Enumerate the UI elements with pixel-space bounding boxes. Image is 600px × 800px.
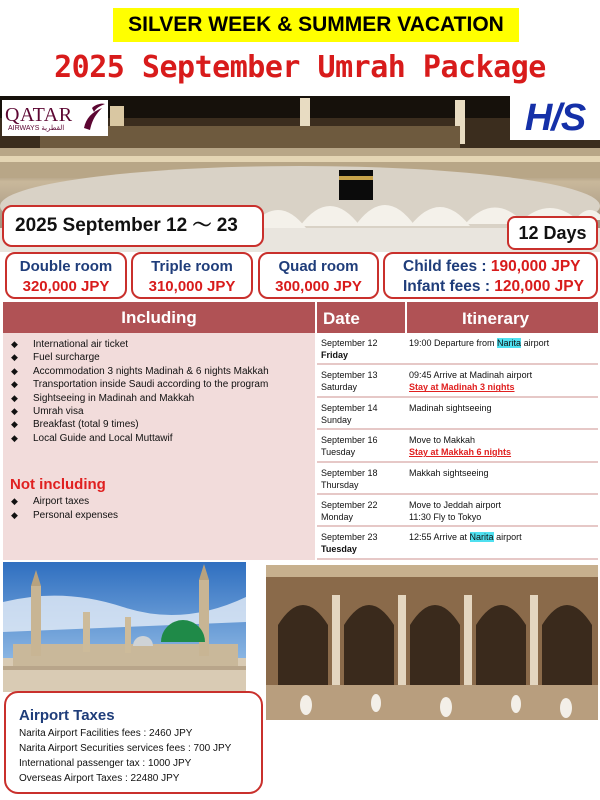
event-text-suffix: airport xyxy=(521,338,550,348)
itinerary-date xyxy=(321,467,378,491)
included-item xyxy=(11,365,315,378)
event-line xyxy=(409,337,549,349)
madinah-mosque-illustration xyxy=(3,562,246,692)
itinerary-row xyxy=(317,365,598,397)
mosque-interior-illustration xyxy=(266,565,598,720)
event-line xyxy=(409,531,522,543)
diamond-bullet-icon: ◆ xyxy=(11,406,18,417)
trip-dates: 2025 September 12 ～ 23 xyxy=(2,205,264,247)
tax-line: Narita Airport Facilities fees : 2460 JPY xyxy=(19,728,193,739)
included-item-text: International air ticket xyxy=(33,339,129,350)
date-text: September 16 xyxy=(321,435,378,446)
itinerary-events xyxy=(409,337,549,349)
diamond-bullet-icon: ◆ xyxy=(11,419,18,430)
not-including-heading: Not including xyxy=(10,476,106,494)
airport-highlight: Narita xyxy=(497,338,522,348)
room-card-quad xyxy=(258,252,379,299)
diamond-bullet-icon: ◆ xyxy=(11,339,18,349)
event-line xyxy=(409,499,501,511)
included-item-text: Fuel surcharge xyxy=(33,352,100,364)
event-text: Makkah sightseeing xyxy=(409,467,489,478)
included-item-text: Local Guide and Local Muttawif xyxy=(33,432,173,444)
airport-taxes-heading: Airport Taxes xyxy=(19,707,115,724)
room-card-triple xyxy=(131,252,253,299)
itinerary-date xyxy=(321,337,378,361)
airport-taxes-box xyxy=(4,691,263,794)
itinerary-date xyxy=(321,499,378,523)
itinerary-events xyxy=(409,467,489,479)
itinerary-row xyxy=(317,463,598,495)
event-line xyxy=(409,381,532,393)
child-fee-label: Child fees : xyxy=(403,258,491,275)
diamond-bullet-icon: ◆ xyxy=(11,365,18,376)
event-line xyxy=(409,434,511,446)
photo-prophets-mosque xyxy=(3,562,246,692)
oryx-icon xyxy=(80,102,106,132)
event-text: 09:45 Arrive at Madinah airport xyxy=(409,370,533,381)
not-including-list xyxy=(11,495,315,522)
itinerary-events xyxy=(409,434,511,458)
header-divider xyxy=(405,302,407,333)
event-text: Move to Jeddah airport xyxy=(409,499,502,510)
itinerary-date xyxy=(321,531,378,555)
itinerary-row xyxy=(317,430,598,462)
stay-note: Stay at Makkah 6 nights xyxy=(409,447,512,458)
room-name: Triple room xyxy=(151,258,233,275)
diamond-bullet-icon: ◆ xyxy=(11,509,18,520)
room-price: 320,000 JPY xyxy=(22,278,110,295)
date-column-heading: Date xyxy=(323,309,360,328)
including-list xyxy=(11,338,315,445)
event-text-suffix: airport xyxy=(493,532,522,543)
included-item xyxy=(11,418,315,431)
top-banner: SILVER WEEK & SUMMER VACATION xyxy=(113,8,519,42)
event-line xyxy=(409,446,511,458)
included-item-text: Umrah visa xyxy=(33,406,84,418)
diamond-bullet-icon: ◆ xyxy=(11,496,18,507)
included-item-text: Breakfast (total 9 times) xyxy=(33,419,139,431)
included-item xyxy=(11,351,315,364)
included-item xyxy=(11,338,315,351)
diamond-bullet-icon: ◆ xyxy=(11,379,18,390)
trip-duration: 12 Days xyxy=(507,216,598,250)
itinerary-row xyxy=(317,398,598,430)
excluded-item-text: Airport taxes xyxy=(33,496,90,508)
qatar-logo-wordmark: QATAR xyxy=(5,104,73,126)
weekday-text: Tuesday xyxy=(321,447,356,458)
page-title: 2025 September Umrah Package xyxy=(54,50,546,85)
included-item-text: Sightseeing in Madinah and Makkah xyxy=(33,392,195,404)
weekday-text: Saturday xyxy=(321,382,358,393)
diamond-bullet-icon: ◆ xyxy=(11,392,18,403)
diamond-bullet-icon: ◆ xyxy=(11,432,18,443)
airport-highlight: Narita xyxy=(469,532,494,543)
included-item xyxy=(11,432,315,445)
room-card-double xyxy=(5,252,127,299)
including-panel xyxy=(3,302,315,560)
date-text: September 12 xyxy=(321,338,378,348)
included-item xyxy=(11,405,315,418)
tax-line: Overseas Airport Taxes : 22480 JPY xyxy=(19,773,180,784)
itinerary-rows xyxy=(317,333,598,560)
qatar-logo-subtitle: AIRWAYS القطرية xyxy=(8,125,65,132)
event-text: 19:00 Departure from xyxy=(409,338,498,348)
weekday-text: Sunday xyxy=(321,414,352,425)
date-text: September 22 xyxy=(321,499,378,510)
itinerary-table xyxy=(317,302,598,560)
room-price: 300,000 JPY xyxy=(275,278,362,295)
tax-line: Narita Airport Securities services fees : 700 JPY xyxy=(19,743,232,754)
child-infant-fees xyxy=(383,252,598,299)
diamond-bullet-icon: ◆ xyxy=(11,352,18,363)
itinerary-events xyxy=(409,531,522,543)
event-line xyxy=(409,369,532,381)
stay-note: Stay at Madinah 3 nights xyxy=(409,382,515,393)
itinerary-header xyxy=(317,302,598,333)
itinerary-events xyxy=(409,402,492,414)
event-line xyxy=(409,511,501,523)
weekday-text: Monday xyxy=(321,511,354,522)
room-price: 310,000 JPY xyxy=(148,278,236,295)
room-name: Quad room xyxy=(278,258,359,275)
itinerary-column-heading: Itinerary xyxy=(462,309,530,328)
excluded-item-text: Personal expenses xyxy=(33,509,119,521)
event-text: 11:30 Fly to Tokyo xyxy=(409,511,482,522)
itinerary-date xyxy=(321,369,378,393)
excluded-item xyxy=(11,509,315,522)
room-name: Double room xyxy=(19,258,113,275)
date-text: September 23 xyxy=(321,532,378,543)
his-logo: H/S xyxy=(510,96,600,140)
itinerary-date xyxy=(321,402,378,426)
date-text: September 13 xyxy=(321,370,378,381)
itinerary-row xyxy=(317,527,598,559)
included-item-text: Accommodation 3 nights Madinah & 6 nights Makkah xyxy=(33,365,269,377)
event-line xyxy=(409,467,489,479)
itinerary-events xyxy=(409,499,501,523)
itinerary-date xyxy=(321,434,378,458)
itinerary-events xyxy=(409,369,532,393)
date-text: September 14 xyxy=(321,402,378,413)
itinerary-row xyxy=(317,333,598,365)
excluded-item xyxy=(11,495,315,508)
included-item-text: Transportation inside Saudi according to the program xyxy=(33,379,269,391)
tax-line: International passenger tax : 1000 JPY xyxy=(19,758,192,769)
infant-fee-label: Infant fees : xyxy=(403,278,495,295)
qatar-airways-logo xyxy=(2,100,108,136)
event-text: Madinah sightseeing xyxy=(409,402,492,413)
weekday-text: Friday xyxy=(321,350,349,360)
itinerary-row xyxy=(317,495,598,527)
child-fee-price: 190,000 JPY xyxy=(490,258,581,275)
included-item xyxy=(11,392,315,405)
event-text: 12:55 Arrive at xyxy=(409,532,470,543)
including-heading: Including xyxy=(3,302,315,333)
event-text: Move to Makkah xyxy=(409,435,476,446)
photo-mosque-interior xyxy=(266,565,598,720)
infant-fee-price: 120,000 JPY xyxy=(494,278,584,295)
weekday-text: Thursday xyxy=(321,479,359,490)
date-text: September 18 xyxy=(321,467,378,478)
included-item xyxy=(11,378,315,391)
event-line xyxy=(409,402,492,414)
weekday-text: Tuesday xyxy=(321,544,357,555)
